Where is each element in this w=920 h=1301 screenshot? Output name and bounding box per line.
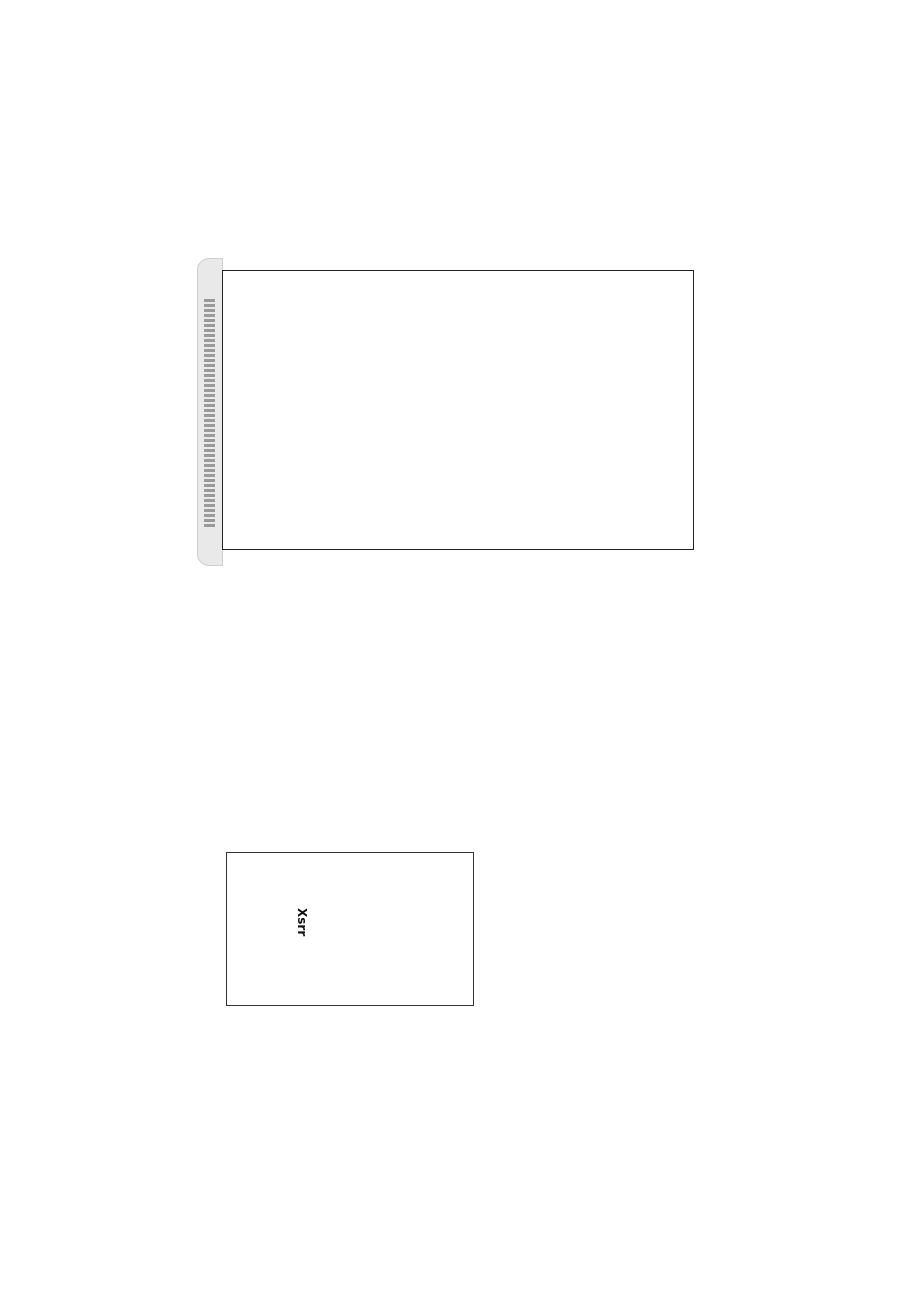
info-box-title: Xsrr (295, 908, 309, 937)
info-box (226, 852, 474, 1006)
binding-strip (197, 258, 223, 566)
text-frame-box (222, 270, 694, 550)
binding-text-pattern (204, 299, 215, 529)
